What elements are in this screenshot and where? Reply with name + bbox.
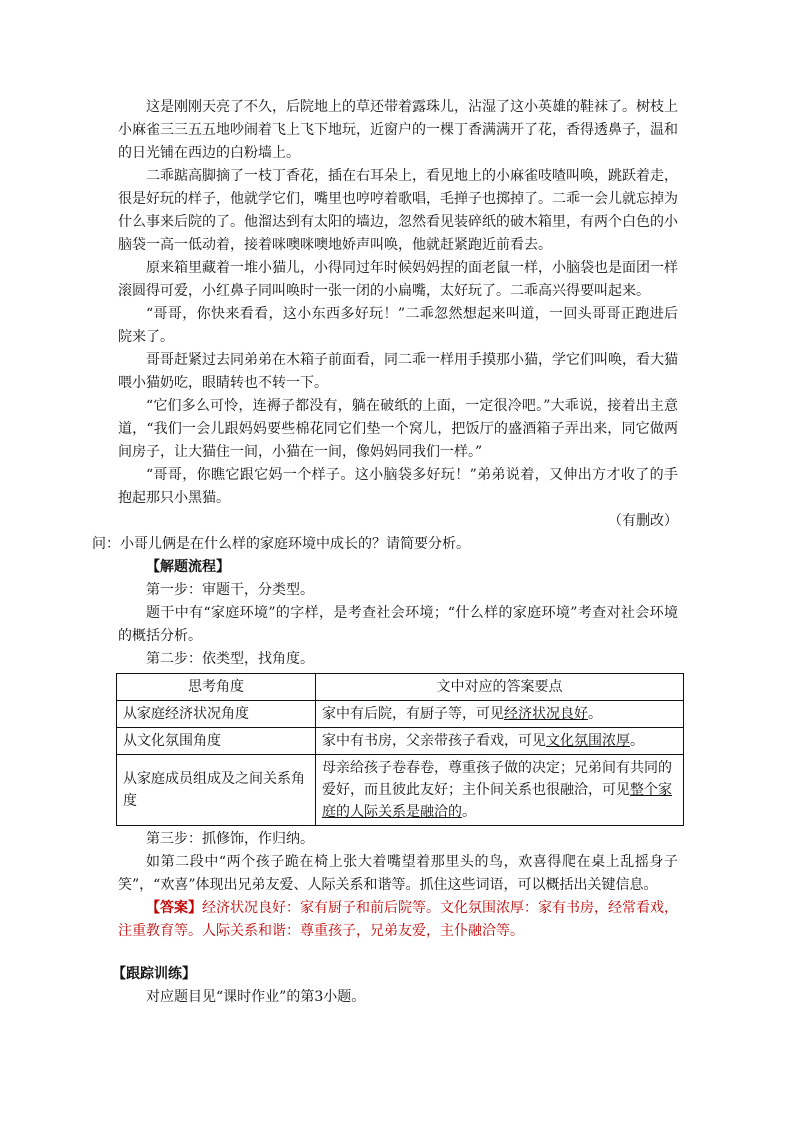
points-end: 。 (630, 733, 644, 749)
points-key: 经济状况良好 (504, 706, 588, 722)
points-text: 母亲给孩子卷春卷，尊重孩子做的决定；兄弟间有共同的爱好，而且彼此友好；主仆间关系也很融洽，可见 (322, 760, 672, 798)
points-end: 。 (462, 804, 476, 820)
table-cell-points (316, 701, 684, 728)
passage-paragraph-1: 这是刚刚天亮了不久，后院地上的草还带着露珠儿，沾湿了这小英雄的鞋袜了。树枝上小麻雀三三五五地吵闹着飞上飞下地玩，近窗户的一棵丁香满满开了花，香得透鼻子，温和的日光铺在西边的白粉墙上。 (118, 99, 678, 161)
points-end: 。 (588, 706, 602, 722)
answer-text: 经济状况良好：家有厨子和前后院等。文化氛围浓厚：家有书房，经常看戏，注重教育等。人际关系和谐：尊重孩子，兄弟友爱，主仆融洽等。 (118, 900, 678, 939)
table-header-row (117, 674, 684, 701)
points-text: 家中有后院，有厨子等，可见 (322, 706, 504, 722)
process-heading: 【解题流程】 (146, 559, 230, 575)
table-row (117, 728, 684, 755)
table-cell-points (316, 728, 684, 755)
spacer (118, 943, 678, 963)
table-row (117, 701, 684, 728)
step1-text: 题干中有“家庭环境”的字样，是考查社会环境；“什么样的家庭环境”考查对社会环境的概括分析。 (118, 605, 678, 644)
passage-paragraph-5: 哥哥赶紧过去同弟弟在木箱子前面看，同二乖一样用手摸那小猫，学它们叫唤，看大猫喂小猫奶吃，眼睛转也不转一下。 (118, 352, 678, 391)
passage-paragraph-7: “哥哥，你瞧它跟它妈一个样子。这小脑袋多好玩！”弟弟说着，又伸出方才收了的手抱起那只小黑猫。 (118, 467, 678, 506)
points-key: 文化氛围浓厚 (546, 733, 630, 749)
step3-title: 第三步：抓修饰，作归纳。 (146, 831, 314, 847)
passage-paragraph-6: “它们多么可怜，连褥子都没有，躺在破纸的上面，一定很冷吧。”大乖说，接着出主意道，“我们一会儿跟妈妈要些棉花同它们垫一个窝儿，把饭厅的盛酒箱子弄出来，同它做两间房子，让大猫住一间，小猫在一间，像妈妈同我们一样。” (118, 398, 678, 460)
analysis-table (116, 673, 684, 826)
passage-paragraph-3: 原来箱里藏着一堆小猫儿，小得同过年时候妈妈捏的面老鼠一样，小脑袋也是面团一样滚圆得可爱，小红鼻子同叫唤时一张一闭的小扁嘴，太好玩了。二乖高兴得要叫起来。 (118, 260, 678, 299)
document-content (92, 96, 678, 1009)
follow-heading: 【跟踪训练】 (112, 966, 196, 982)
passage-paragraph-4: “哥哥，你快来看看，这小东西多好玩！”二乖忽然想起来叫道，一回头哥哥正跑进后院来了。 (118, 306, 678, 345)
answer-tag: 【答案】 (146, 900, 202, 916)
table-cell-points (316, 755, 684, 826)
table-row (117, 755, 684, 826)
passage-paragraph-2: 二乖踮高脚摘了一枝丁香花，插在右耳朵上，看见地上的小麻雀吱喳叫唤，跳跃着走，很是好玩的样子，他就学它们，嘴里也哼哼着歌唱，毛掸子也掷掉了。二乖一会儿就忘掉为什么事来后院的了。他溜达到有太阳的墙边，忽然看见装碎纸的破木箱里，有两个白色的小脑袋一高一低动着，接着咪噢咪噢地娇声叫唤，他就赶紧跑近前看去。 (118, 168, 678, 253)
points-text: 家中有书房，父亲带孩子看戏，可见 (322, 733, 546, 749)
table-cell-angle: 从家庭成员组成及之间关系角度 (117, 755, 316, 826)
step3-text: 如第二段中“两个孩子跪在椅上张大着嘴望着那里头的鸟，欢喜得爬在桌上乱摇身子笑”，“欢喜”体现出兄弟友爱、人际关系和谐等。抓住这些词语，可以概括出关键信息。 (118, 854, 678, 893)
follow-text: 对应题目见“课时作业”的第3小题。 (146, 989, 366, 1005)
step2-title: 第二步：依类型，找角度。 (146, 651, 314, 667)
answer (118, 897, 678, 943)
table-cell-angle: 从文化氛围角度 (117, 728, 316, 755)
table-header-angle: 思考角度 (117, 674, 316, 701)
question: 问：小哥儿俩是在什么样的家庭环境中成长的？请简要分析。 (92, 536, 470, 552)
points-key: 整个家庭的人际关系是融洽的 (322, 782, 672, 820)
table-cell-angle: 从家庭经济状况角度 (117, 701, 316, 728)
step1-title: 第一步：审题干，分类型。 (146, 582, 314, 598)
source-note: （有删改） (608, 513, 678, 529)
table-header-points: 文中对应的答案要点 (316, 674, 684, 701)
